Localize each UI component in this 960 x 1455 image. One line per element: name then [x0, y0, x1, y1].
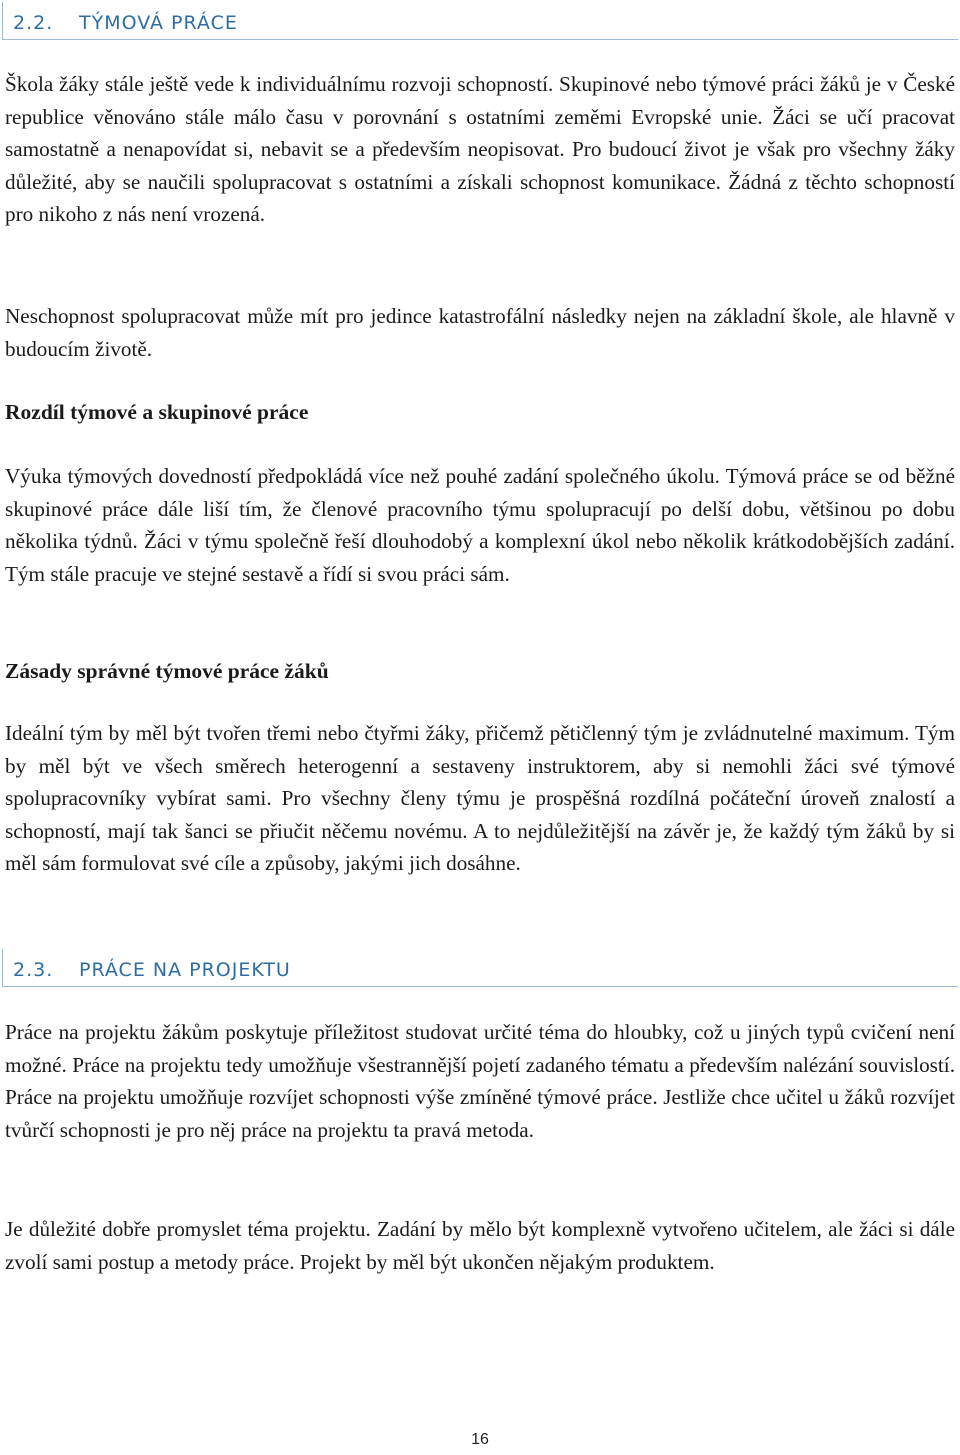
section-title: TÝMOVÁ PRÁCE — [79, 12, 238, 34]
paragraph-project-topic: Je důležité dobře promyslet téma projektu. Zadání by mělo být komplexně vytvořeno učitelem, ale žáci si dále zvolí sami postup a metody práce. Projekt by měl být ukončen nějakým produktem. — [5, 1217, 955, 1274]
page-number: 16 — [471, 1431, 489, 1448]
paragraph-project-work: Práce na projektu žákům poskytuje příležitost studovat určité téma do hloubky, což u jiných typů cvičení není možné. Práce na projektu tedy umožňuje všestrannější pojetí zadaného tématu a především nalézání souvislostí. Práce na projektu umožňuje rozvíjet schopnosti výše zmíněné týmové práce. Jestliže chce učitel u žáků rozvíjet tvůrčí schopnosti je pro něj práce na projektu ta pravá metoda. — [5, 1020, 955, 1142]
subheading-principles: Zásady správné týmové práce žáků — [5, 659, 329, 683]
section-number: 2.3. — [13, 959, 54, 981]
section-heading-teamwork — [2, 2, 958, 40]
paragraph-consequences: Neschopnost spolupracovat může mít pro jedince katastrofální následky nejen na základní škole, ale hlavně v budoucím životě. — [5, 304, 955, 361]
section-title: PRÁCE NA PROJEKTU — [79, 959, 291, 981]
paragraph-ideal-team: Ideální tým by měl být tvořen třemi nebo čtyřmi žáky, přičemž pětičlenný tým je zvládnutelné maximum. Tým by měl být ve všech směrech heterogenní a sestaveny instruktorem, aby si nemohli žáci své týmové spolupracovníky vybírat sami. Pro všechny členy týmu je prospěšná rozdílná počáteční úroveň znalostí a schopností, mají tak šanci se přiučit něčemu novému. A to nejdůležitější na závěr je, že každý tým žáků by si měl sám formulovat své cíle a způsoby, jakými jich dosáhne. — [5, 721, 955, 876]
paragraph-intro: Škola žáky stále ještě vede k individuálnímu rozvoji schopností. Skupinové nebo týmové práci žáků je v České republice věnováno stále málo času v porovnání s ostatními zeměmi Evropské unie. Žáci se učí pracovat samostatně a nenapovídat si, nebavit se a především neopisovat. Pro budoucí život je však pro všechny žáky důležité, aby se naučili spolupracovat s ostatními a získali schopnost komunikace. Žádná z těchto schopností pro nikoho z nás není vrozená. — [5, 72, 955, 227]
section-heading-project — [2, 949, 958, 987]
paragraph-team-skills: Výuka týmových dovedností předpokládá více než pouhé zadání společného úkolu. Týmová práce se od běžné skupinové práce dále liší tím, že členové pracovního týmu spolupracují po delší dobu, většinou po dobu několika týdnů. Žáci v týmu společně řeší dlouhodobý a komplexní úkol nebo několik krátkodobějších zadání. Tým stále pracuje ve stejné sestavě a řídí si svou práci sám. — [5, 464, 955, 586]
section-number: 2.2. — [13, 12, 54, 34]
subheading-difference: Rozdíl týmové a skupinové práce — [5, 400, 309, 424]
